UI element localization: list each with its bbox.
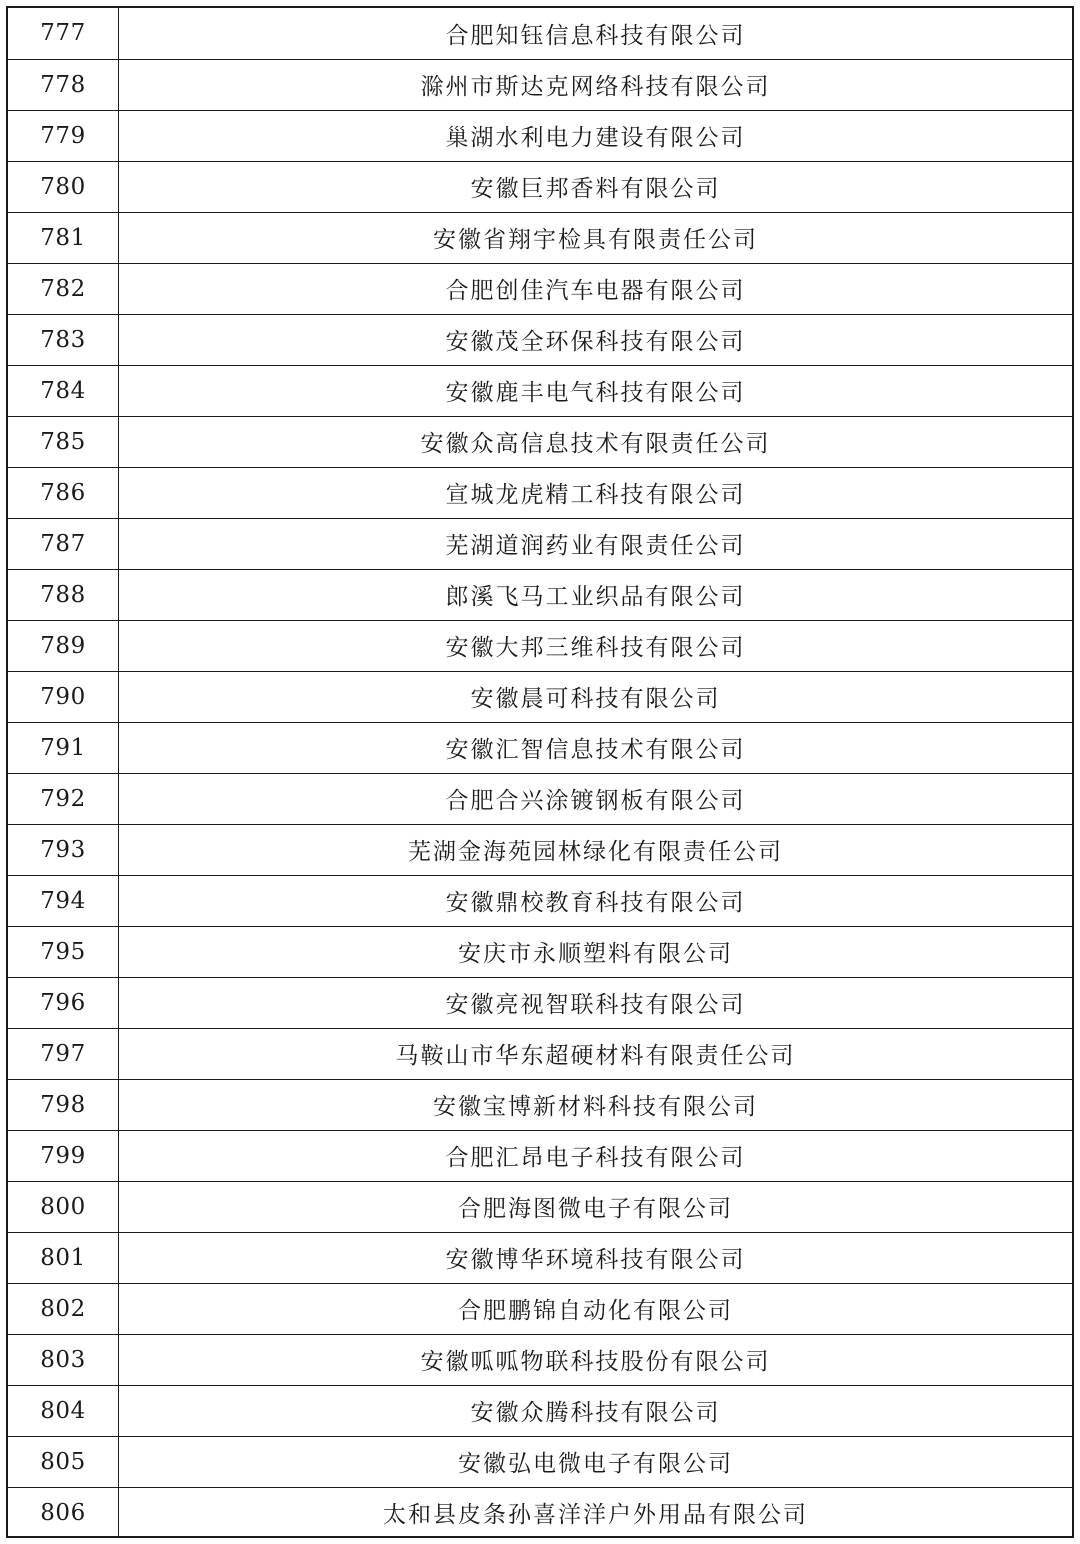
row-number: 801 bbox=[8, 1232, 119, 1283]
table-row bbox=[8, 773, 1072, 824]
row-number: 795 bbox=[8, 926, 119, 977]
row-number: 785 bbox=[8, 416, 119, 467]
table-row bbox=[8, 1487, 1072, 1538]
company-name: 合肥海图微电子有限公司 bbox=[119, 1181, 1073, 1232]
company-name: 安徽弘电微电子有限公司 bbox=[119, 1436, 1073, 1487]
company-name: 安徽汇智信息技术有限公司 bbox=[119, 722, 1073, 773]
row-number: 783 bbox=[8, 314, 119, 365]
row-number: 793 bbox=[8, 824, 119, 875]
table-row bbox=[8, 1283, 1072, 1334]
company-list-table-frame bbox=[6, 6, 1074, 1538]
table-row bbox=[8, 569, 1072, 620]
company-name: 安徽鼎校教育科技有限公司 bbox=[119, 875, 1073, 926]
company-name: 安徽晨可科技有限公司 bbox=[119, 671, 1073, 722]
table-row bbox=[8, 59, 1072, 110]
company-name: 合肥创佳汽车电器有限公司 bbox=[119, 263, 1073, 314]
row-number: 789 bbox=[8, 620, 119, 671]
row-number: 781 bbox=[8, 212, 119, 263]
row-number: 804 bbox=[8, 1385, 119, 1436]
row-number: 796 bbox=[8, 977, 119, 1028]
table-row bbox=[8, 926, 1072, 977]
company-list-table bbox=[8, 8, 1072, 1538]
company-name: 芜湖金海苑园林绿化有限责任公司 bbox=[119, 824, 1073, 875]
company-name: 马鞍山市华东超硬材料有限责任公司 bbox=[119, 1028, 1073, 1079]
company-name: 滁州市斯达克网络科技有限公司 bbox=[119, 59, 1073, 110]
table-row bbox=[8, 416, 1072, 467]
company-name: 安庆市永顺塑料有限公司 bbox=[119, 926, 1073, 977]
row-number: 787 bbox=[8, 518, 119, 569]
row-number: 806 bbox=[8, 1487, 119, 1538]
row-number: 791 bbox=[8, 722, 119, 773]
row-number: 794 bbox=[8, 875, 119, 926]
company-name: 安徽众高信息技术有限责任公司 bbox=[119, 416, 1073, 467]
row-number: 798 bbox=[8, 1079, 119, 1130]
row-number: 799 bbox=[8, 1130, 119, 1181]
company-name: 安徽茂全环保科技有限公司 bbox=[119, 314, 1073, 365]
company-name: 合肥汇昂电子科技有限公司 bbox=[119, 1130, 1073, 1181]
row-number: 788 bbox=[8, 569, 119, 620]
table-row bbox=[8, 212, 1072, 263]
row-number: 800 bbox=[8, 1181, 119, 1232]
table-row bbox=[8, 110, 1072, 161]
company-name: 安徽亮视智联科技有限公司 bbox=[119, 977, 1073, 1028]
company-name: 安徽众腾科技有限公司 bbox=[119, 1385, 1073, 1436]
table-row bbox=[8, 1181, 1072, 1232]
table-row bbox=[8, 824, 1072, 875]
row-number: 778 bbox=[8, 59, 119, 110]
table-row bbox=[8, 1130, 1072, 1181]
table-row bbox=[8, 1028, 1072, 1079]
table-row bbox=[8, 722, 1072, 773]
table-row bbox=[8, 263, 1072, 314]
company-name: 安徽巨邦香料有限公司 bbox=[119, 161, 1073, 212]
row-number: 797 bbox=[8, 1028, 119, 1079]
table-row bbox=[8, 875, 1072, 926]
company-name: 安徽宝博新材料科技有限公司 bbox=[119, 1079, 1073, 1130]
table-row bbox=[8, 8, 1072, 59]
company-name: 安徽省翔宇检具有限责任公司 bbox=[119, 212, 1073, 263]
row-number: 805 bbox=[8, 1436, 119, 1487]
row-number: 780 bbox=[8, 161, 119, 212]
company-name: 合肥鹏锦自动化有限公司 bbox=[119, 1283, 1073, 1334]
table-row bbox=[8, 671, 1072, 722]
table-row bbox=[8, 1232, 1072, 1283]
row-number: 803 bbox=[8, 1334, 119, 1385]
row-number: 802 bbox=[8, 1283, 119, 1334]
table-row bbox=[8, 1334, 1072, 1385]
table-row bbox=[8, 467, 1072, 518]
row-number: 782 bbox=[8, 263, 119, 314]
table-row bbox=[8, 314, 1072, 365]
row-number: 784 bbox=[8, 365, 119, 416]
row-number: 779 bbox=[8, 110, 119, 161]
row-number: 790 bbox=[8, 671, 119, 722]
company-name: 芜湖道润药业有限责任公司 bbox=[119, 518, 1073, 569]
company-name: 巢湖水利电力建设有限公司 bbox=[119, 110, 1073, 161]
table-row bbox=[8, 518, 1072, 569]
row-number: 792 bbox=[8, 773, 119, 824]
row-number: 786 bbox=[8, 467, 119, 518]
row-number: 777 bbox=[8, 8, 119, 59]
table-row bbox=[8, 1079, 1072, 1130]
company-name: 郎溪飞马工业织品有限公司 bbox=[119, 569, 1073, 620]
company-name: 安徽鹿丰电气科技有限公司 bbox=[119, 365, 1073, 416]
table-row bbox=[8, 620, 1072, 671]
company-name: 安徽呱呱物联科技股份有限公司 bbox=[119, 1334, 1073, 1385]
table-row bbox=[8, 1385, 1072, 1436]
table-row bbox=[8, 1436, 1072, 1487]
company-name: 合肥合兴涂镀钢板有限公司 bbox=[119, 773, 1073, 824]
table-row bbox=[8, 161, 1072, 212]
table-row bbox=[8, 365, 1072, 416]
company-name: 安徽博华环境科技有限公司 bbox=[119, 1232, 1073, 1283]
company-name: 合肥知钰信息科技有限公司 bbox=[119, 8, 1073, 59]
company-name: 宣城龙虎精工科技有限公司 bbox=[119, 467, 1073, 518]
table-row bbox=[8, 977, 1072, 1028]
company-name: 安徽大邦三维科技有限公司 bbox=[119, 620, 1073, 671]
company-name: 太和县皮条孙喜洋洋户外用品有限公司 bbox=[383, 1502, 808, 1529]
